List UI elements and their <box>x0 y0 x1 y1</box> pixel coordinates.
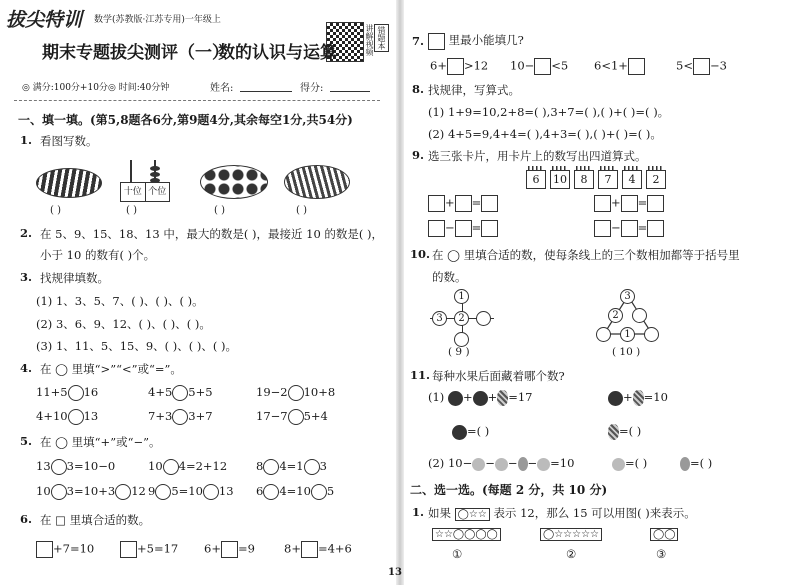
option-2-label: ② <box>566 547 577 561</box>
card-3: 8 <box>574 170 594 189</box>
q10-number: 10. <box>410 247 431 261</box>
q9-eq-4[interactable]: − = <box>594 220 664 237</box>
peach-icon <box>537 458 550 471</box>
ones-label: 个位 <box>148 187 167 197</box>
q11-text: 每种水果后面藏着哪个数? <box>432 369 565 383</box>
q11-number: 11. <box>410 368 431 382</box>
full-score: ◎ 满分:100分+10分 <box>22 83 108 93</box>
fig1-top-number: 1 <box>454 289 469 304</box>
carrot-bundle-image <box>36 168 102 198</box>
brand-subject: 数学(苏教版·江苏专用)一年级上 <box>94 15 221 25</box>
flower-group-image <box>200 165 268 199</box>
card-6: 2 <box>646 170 666 189</box>
q1-blank-3[interactable]: ( ) <box>214 205 225 216</box>
q4-number: 4. <box>20 361 33 375</box>
q4-item-1[interactable]: 11+5 16 <box>36 385 99 399</box>
brand-title: 拔尖特训 <box>6 9 83 31</box>
q9-eq-3[interactable]: − = <box>428 220 498 237</box>
q1-blank-2[interactable]: ( ) <box>126 205 137 216</box>
q8-number: 8. <box>412 82 425 96</box>
q8-text: 找规律，写算式。 <box>428 83 520 97</box>
apple-icon <box>452 425 467 440</box>
fig1-sum: ( 9 ) <box>448 346 470 358</box>
q2-line1: 在 5、9、15、18、13 中，最大的数是( )，最接近 10 的数是( )， <box>40 227 384 241</box>
q5-item-4[interactable]: 10 3=10+3 12 <box>36 484 146 498</box>
fig1-bottom-blank[interactable] <box>454 332 469 347</box>
abacus <box>120 160 170 200</box>
q4-item-5[interactable]: 7+3 3+7 <box>148 409 213 423</box>
name-label: 姓名: <box>210 83 234 94</box>
option-2-figure[interactable]: ◯☆☆☆☆☆ <box>540 528 602 541</box>
pear-icon <box>680 457 690 471</box>
pear-icon <box>518 457 528 471</box>
fig2-sum: ( 10 ) <box>612 346 641 358</box>
pineapple-icon <box>633 390 644 406</box>
q3-number: 3. <box>20 270 33 284</box>
mistake-book-badge: 错题本 <box>374 24 389 52</box>
q8-row-1: (1) 1+9=10,2+8=( ),3+7=( ),( )+( )=( )。 <box>428 105 670 119</box>
q7-item-3[interactable]: 6<1+ <box>594 58 645 75</box>
page-gutter <box>396 0 404 585</box>
peach-icon <box>612 458 625 471</box>
s2-q1-text: 如果 ◯☆☆ 表示 12，那么 15 可以用图( )来表示。 <box>428 506 696 520</box>
s2-q1-number: 1. <box>412 505 425 519</box>
score-label: 得分: <box>300 83 324 94</box>
q11-eq-2: + =10 <box>608 390 668 406</box>
q6-item-2[interactable]: +5=17 <box>120 541 178 558</box>
page-number: 13 <box>388 567 402 578</box>
q6-item-3[interactable]: 6+ =9 <box>204 541 255 558</box>
q5-item-1[interactable]: 13 3=10−0 <box>36 459 116 473</box>
q8-row-2: (2) 4+5=9,4+4=( ),4+3=( ),( )+( )=( )。 <box>428 127 662 141</box>
apple-icon <box>608 391 623 406</box>
q7-text: 里最小能填几? <box>428 32 524 50</box>
section2-heading: 二、选一选。(每题 2 分，共 10 分) <box>410 483 608 497</box>
q6-number: 6. <box>20 512 33 526</box>
q5-item-6[interactable]: 6 4=10 5 <box>256 484 335 498</box>
q6-item-4[interactable]: 8+ =4+6 <box>284 541 352 558</box>
q4-text: 在 ◯ 里填“>”“<”或“=”。 <box>40 362 182 376</box>
q1-number: 1. <box>20 133 33 147</box>
q4-item-3[interactable]: 19−2 10+8 <box>256 385 336 399</box>
q1-blank-4[interactable]: ( ) <box>296 205 307 216</box>
q4-item-4[interactable]: 4+10 13 <box>36 409 99 423</box>
q5-item-5[interactable]: 9 5=10 13 <box>148 484 234 498</box>
fig2-left-number: 2 <box>608 308 623 323</box>
q10-line1: 在 ◯ 里填合适的数，使每条线上的三个数相加都等于括号里 <box>432 248 740 262</box>
q9-eq-1[interactable]: + = <box>428 195 498 212</box>
tens-label: 十位 <box>121 183 146 201</box>
option-1-figure[interactable]: ☆☆◯◯◯◯ <box>432 528 501 541</box>
q11-answer-apple[interactable]: =( ) <box>452 424 489 440</box>
q1-blank-1[interactable]: ( ) <box>50 205 61 216</box>
qr-caption: 讲解视频 <box>365 24 374 56</box>
q10-figure-1 <box>430 288 494 348</box>
q9-eq-2[interactable]: + = <box>594 195 664 212</box>
pineapple-icon <box>497 390 508 406</box>
q10-figure-2 <box>596 288 660 344</box>
q10-line2: 的数。 <box>432 270 467 284</box>
q11-answer-peach[interactable]: =( ) <box>612 456 647 471</box>
fig2-right-blank[interactable] <box>632 308 647 323</box>
q3-row-2: (2) 3、6、9、12、( )、( )、( )。 <box>36 317 211 331</box>
fig2-top-number: 3 <box>620 289 635 304</box>
card-2: 10 <box>550 170 570 189</box>
stick-bundle-image <box>284 165 350 199</box>
q11-answer-pear[interactable]: =( ) <box>680 456 712 471</box>
fig2-bottom-mid-number: 1 <box>620 327 635 342</box>
q3-row-1: (1) 1、3、5、7、( )、( )、( )。 <box>36 294 204 308</box>
peach-icon <box>472 458 485 471</box>
option-3-figure[interactable]: ◯◯ <box>650 528 678 541</box>
fig1-left-number: 3 <box>432 311 447 326</box>
q6-text: 在 □ 里填合适的数。 <box>40 513 151 527</box>
apple-icon <box>473 391 488 406</box>
q7-item-4[interactable]: 5< −3 <box>676 58 727 75</box>
apple-icon <box>448 391 463 406</box>
option-3-label: ③ <box>656 547 667 561</box>
score-field[interactable] <box>330 91 370 92</box>
q9-text: 选三张卡片，用卡片上的数写出四道算式。 <box>428 149 647 163</box>
time-limit: ◎ 时间:40分钟 <box>108 83 170 93</box>
q11-eq-3: (2) 10− − − − =10 <box>428 456 575 470</box>
q2-number: 2. <box>20 226 33 240</box>
header-divider <box>14 100 380 101</box>
fig1-right-blank[interactable] <box>476 311 491 326</box>
card-5: 4 <box>622 170 642 189</box>
q3-row-3: (3) 1、11、5、15、9、( )、( )、( )。 <box>36 339 238 353</box>
card-4: 7 <box>598 170 618 189</box>
fig1-center-number: 2 <box>454 311 469 326</box>
q5-text: 在 ◯ 里填“+”或“−”。 <box>40 435 161 449</box>
fig2-bottom-left-blank[interactable] <box>596 327 611 342</box>
q5-item-3[interactable]: 8 4=1 3 <box>256 459 327 473</box>
q3-text: 找规律填数。 <box>40 271 109 285</box>
pineapple-icon <box>608 424 619 440</box>
q11-eq-1: (1) + + =17 <box>428 390 533 404</box>
option-1-label: ① <box>452 547 463 561</box>
q11-answer-pineapple[interactable]: =( ) <box>608 424 641 440</box>
section1-heading: 一、填一填。(第5,8题各6分,第9题4分,其余每空1分,共54分) <box>18 113 353 127</box>
q4-item-2[interactable]: 4+5 5+5 <box>148 385 213 399</box>
exam-subtitle: 数的认识与运算 <box>218 43 337 63</box>
q7-number: 7. <box>412 34 425 48</box>
q9-number: 9. <box>412 148 425 162</box>
q2-line2: 小于 10 的数有( )个。 <box>40 248 156 262</box>
q5-item-2[interactable]: 10 4=2+12 <box>148 459 228 473</box>
card-1: 6 <box>526 170 546 189</box>
q6-item-1[interactable]: +7=10 <box>36 541 94 558</box>
exam-title: 期末专题拔尖测评（一） <box>42 43 229 63</box>
q7-item-1[interactable]: 6+ >12 <box>430 58 488 75</box>
q1-text: 看图写数。 <box>40 134 98 148</box>
fig2-bottom-right-blank[interactable] <box>644 327 659 342</box>
name-field[interactable] <box>240 91 292 92</box>
q7-item-2[interactable]: 10− <5 <box>510 58 568 75</box>
peach-icon <box>495 458 508 471</box>
q4-item-6[interactable]: 17−7 5+4 <box>256 409 328 423</box>
q5-number: 5. <box>20 434 33 448</box>
